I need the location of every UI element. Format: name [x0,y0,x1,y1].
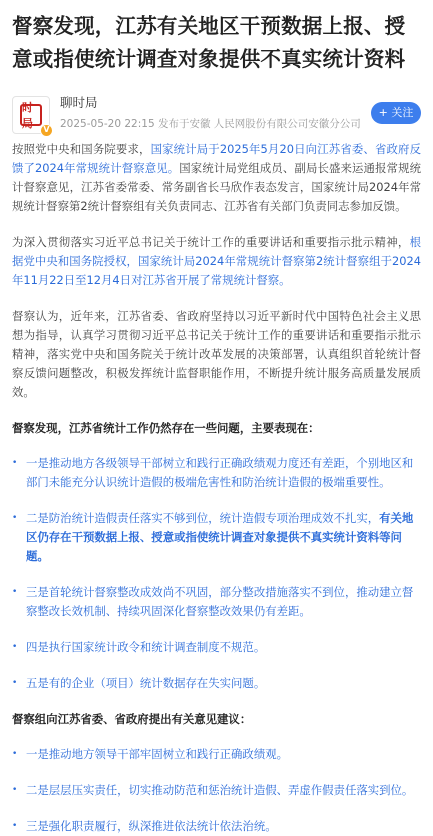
article-title: 督察发现，江苏有关地区干预数据上报、授意或指使统计调查对象提供不真实统计资料 [12,14,406,71]
section-heading-issues: 督察发现，江苏省统计工作仍然存在一些问题，主要表现在： [12,421,320,435]
paragraph [12,233,421,290]
body-text: 督察认为，近年来，江苏省委、省政府坚持以习近平新时代中国特色社会主义思想为指导，认真学习贯彻习近平总书记关于统计工作的重要讲话和重要指示批示精神，落实党中央和国务院关于统计改革发展的决策部署，认真组织首轮统计督察反馈问题整改，积极发挥统计监督职能作用，不断提升统计服务高质量发展质效。 [12,309,421,399]
avatar[interactable] [12,96,50,134]
bullet-icon: • [12,678,18,688]
bullet-icon: • [12,642,18,652]
list-item [12,674,421,693]
suggestions-list [12,745,421,836]
seal-logo-icon: 时局 [20,104,42,126]
bullet-icon: • [12,458,18,468]
list-item-text [26,674,421,693]
bullet-icon: • [12,785,18,795]
list-item [12,638,421,657]
body-text: 三是强化职责履行，纵深推进依法统计依法治统。 [26,819,277,833]
body-text: 一是推动地方领导干部牢固树立和践行正确政绩观。 [26,747,288,761]
list-item [12,583,421,621]
body-text: 一是推动地方各级领导干部树立和践行正确政绩观力度还有差距，个别地区和部门未能充分认识统计造假的极端危害性和防治统计造假的极端重要性。 [26,456,414,489]
section-heading-suggestions: 督察组向江苏省委、省政府提出有关意见建议： [12,712,252,726]
body-text: 为深入贯彻落实习近平总书记关于统计工作的重要讲话和重要指示批示精神， [12,235,410,249]
list-item [12,781,421,800]
article-body [0,140,433,836]
author-row [0,76,433,140]
body-text: 按照党中央和国务院要求， [12,142,151,156]
list-item-text [26,583,421,621]
list-item-text [26,638,421,657]
highlight-text: 根据党中央和国务院授权，国家统计局2024年常规统计督察第2统计督察组于2024年11月22日至12月4日对江苏省开展了常规统计督察。 [12,235,421,287]
body-text: 国家统计局党组成员、副局长盛来运通报常规统计督察意见，江苏省委常委、常务副省长马欣作表态发言，国家统计局2024年常规统计督察第2统计督察组有关负责同志、江苏省有关部门负责同志参加反馈。 [12,161,421,213]
list-item-text [26,745,421,764]
list-item [12,817,421,836]
list-item [12,454,421,492]
highlight-text: 有关地区仍存在干预数据上报、授意或指使统计调查对象提供不真实统计资料等问题。 [26,511,414,563]
bullet-icon: • [12,587,18,597]
list-item [12,745,421,764]
author-name[interactable]: 聊时局 [60,95,98,110]
paragraph [12,307,421,402]
bullet-icon: • [12,749,18,759]
list-item-text [26,781,421,800]
publish-meta: 2025-05-20 22:15 发布于安徽 人民网股份有限公司安徽分公司 [60,118,361,130]
intro-paragraphs [12,140,421,402]
list-item-text [26,509,421,566]
follow-button[interactable]: + 关注 [371,102,421,124]
body-text: 五是有的企业（项目）统计数据存在失实问题。 [26,676,266,690]
issues-list [12,454,421,693]
list-item-text [26,817,421,836]
list-item [12,509,421,566]
body-text: 二是防治统计造假责任落实不够到位，统计造假专项治理成效不扎实， [26,511,380,525]
paragraph [12,140,421,216]
body-text: 二是层层压实责任，切实推动防范和惩治统计造假、弄虚作假责任落实到位。 [26,783,414,797]
body-text: 四是执行国家统计政令和统计调查制度不规范。 [26,640,266,654]
bullet-icon: • [12,513,18,523]
highlight-text: 国家统计局于2025年5月20日向江苏省委、省政府反馈了2024年常规统计督察意见。 [12,142,421,175]
verified-badge-icon: V [40,124,53,137]
author-info [60,90,421,132]
bullet-icon: • [12,821,18,831]
list-item-text [26,454,421,492]
body-text: 三是首轮统计督察整改成效尚不巩固，部分整改措施落实不到位，推动建立督察整改长效机制、持续巩固深化督察整改效果仍有差距。 [26,585,414,618]
